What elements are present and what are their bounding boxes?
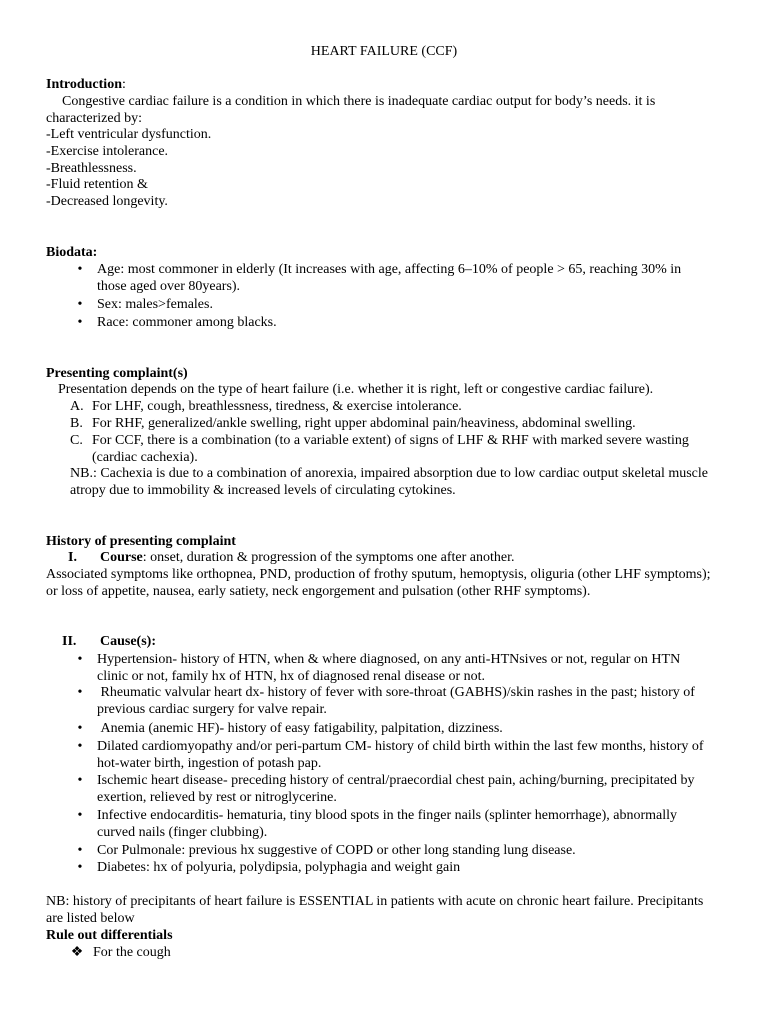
causes-label: Cause(s): (100, 634, 156, 649)
presenting-intro: Presentation depends on the type of heart failure (i.e. whether it is right, left or congestive cardiac failure). (58, 382, 654, 397)
cause-item-text: Dilated cardiomyopathy and/or peri-partum CM- history of child birth within the last few months, history of hot-water birth, ingestion of potash pap. (97, 739, 704, 771)
bullet-icon: • (77, 685, 83, 700)
biodata-heading: Biodata: (46, 245, 98, 260)
presenting-item-text: For RHF, generalized/ankle swelling, right upper abdominal pain/heaviness, abdominal swelling. (92, 416, 636, 431)
list-marker: B. (70, 416, 83, 431)
causes-line (62, 634, 362, 651)
introduction-item: -Decreased longevity. (46, 194, 168, 209)
course-label: Course (100, 550, 143, 565)
differentials-item-text: For the cough (93, 945, 171, 960)
course-line (68, 550, 708, 567)
associated-symptoms: Associated symptoms like orthopnea, PND, production of frothy sputum, hemoptysis, oliguria (other LHF symptoms); or loss of appetite, nausea, early satiety, neck engorgement and pulsation (other RHF symptoms). (46, 567, 711, 599)
introduction-item: -Exercise intolerance. (46, 144, 169, 159)
presenting-item-text: For LHF, cough, breathlessness, tiredness, & exercise intolerance. (92, 399, 462, 414)
cause-item-text: Rheumatic valvular heart dx- history of fever with sore-throat (GABHS)/skin rashes in the past; history of previous cardiac surgery for valve repair. (97, 685, 699, 717)
presenting-nb: NB.: Cachexia is due to a combination of anorexia, impaired absorption due to low cardiac output skeletal muscle atropy due to immobility & increased levels of circulating cytokines. (70, 466, 708, 498)
cause-item-text: Anemia (anemic HF)- history of easy fatigability, palpitation, dizziness. (97, 721, 503, 736)
bullet-icon: • (77, 721, 83, 736)
bullet-icon: • (77, 808, 83, 823)
course-numeral: I. (68, 550, 77, 565)
bullet-icon: • (77, 297, 83, 312)
diamond-bullet-icon: ❖ (70, 945, 84, 960)
differentials-heading: Rule out differentials (46, 928, 173, 943)
list-marker: C. (70, 433, 83, 448)
introduction-item: -Left ventricular dysfunction. (46, 127, 212, 142)
history-heading: History of presenting complaint (46, 534, 236, 549)
cause-item-text: Infective endocarditis- hematuria, tiny blood spots in the finger nails (splinter hemorrhage), abnormally curved nails (finger clubbing). (97, 808, 678, 840)
cause-item-text: Hypertension- history of HTN, when & where diagnosed, on any anti-HTNsives or not, regular on HTN clinic or not, family hx of HTN, hx of diagnosed renal disease or not. (97, 652, 681, 684)
bullet-icon: • (77, 843, 83, 858)
document-title: HEART FAILURE (CCF) (310, 44, 458, 59)
introduction-item: -Fluid retention & (46, 177, 148, 192)
introduction-colon: : (121, 77, 126, 92)
bullet-icon: • (77, 739, 83, 754)
presenting-item-text: For CCF, there is a combination (to a variable extent) of signs of LHF & RHF with marked severe wasting (cardiac cachexia). (92, 433, 689, 465)
cause-item-text: Diabetes: hx of polyuria, polydipsia, polyphagia and weight gain (97, 860, 461, 875)
presenting-heading: Presenting complaint(s) (46, 366, 188, 381)
bullet-icon: • (77, 652, 83, 667)
bullet-icon: • (77, 773, 83, 788)
introduction-heading: Introduction (46, 77, 122, 92)
list-marker: A. (70, 399, 84, 414)
biodata-item-text: Sex: males>females. (97, 297, 213, 312)
cause-item-text: Ischemic heart disease- preceding history of central/praecordial chest pain, aching/burning, precipitated by exertion, relieved by rest or nitroglycerine. (97, 773, 695, 805)
course-text: : onset, duration & progression of the symptoms one after another. (142, 550, 515, 565)
causes-numeral: II. (62, 634, 77, 649)
introduction-item: -Breathlessness. (46, 161, 137, 176)
biodata-item-text: Age: most commoner in elderly (It increases with age, affecting 6–10% of people > 65, reaching 30% in those aged over 80years). (97, 262, 682, 294)
introduction-heading-line (46, 77, 726, 94)
biodata-item-text: Race: commoner among blacks. (97, 315, 277, 330)
introduction-paragraph: Congestive cardiac failure is a condition in which there is inadequate cardiac output for body’s needs. it is characterized by: (46, 94, 656, 126)
bullet-icon: • (77, 315, 83, 330)
cause-item-text: Cor Pulmonale: previous hx suggestive of COPD or other long standing lung disease. (97, 843, 576, 858)
bullet-icon: • (77, 262, 83, 277)
nb-precipitants: NB: history of precipitants of heart failure is ESSENTIAL in patients with acute on chronic heart failure. Precipitants are listed below (46, 894, 704, 926)
bullet-icon: • (77, 860, 83, 875)
